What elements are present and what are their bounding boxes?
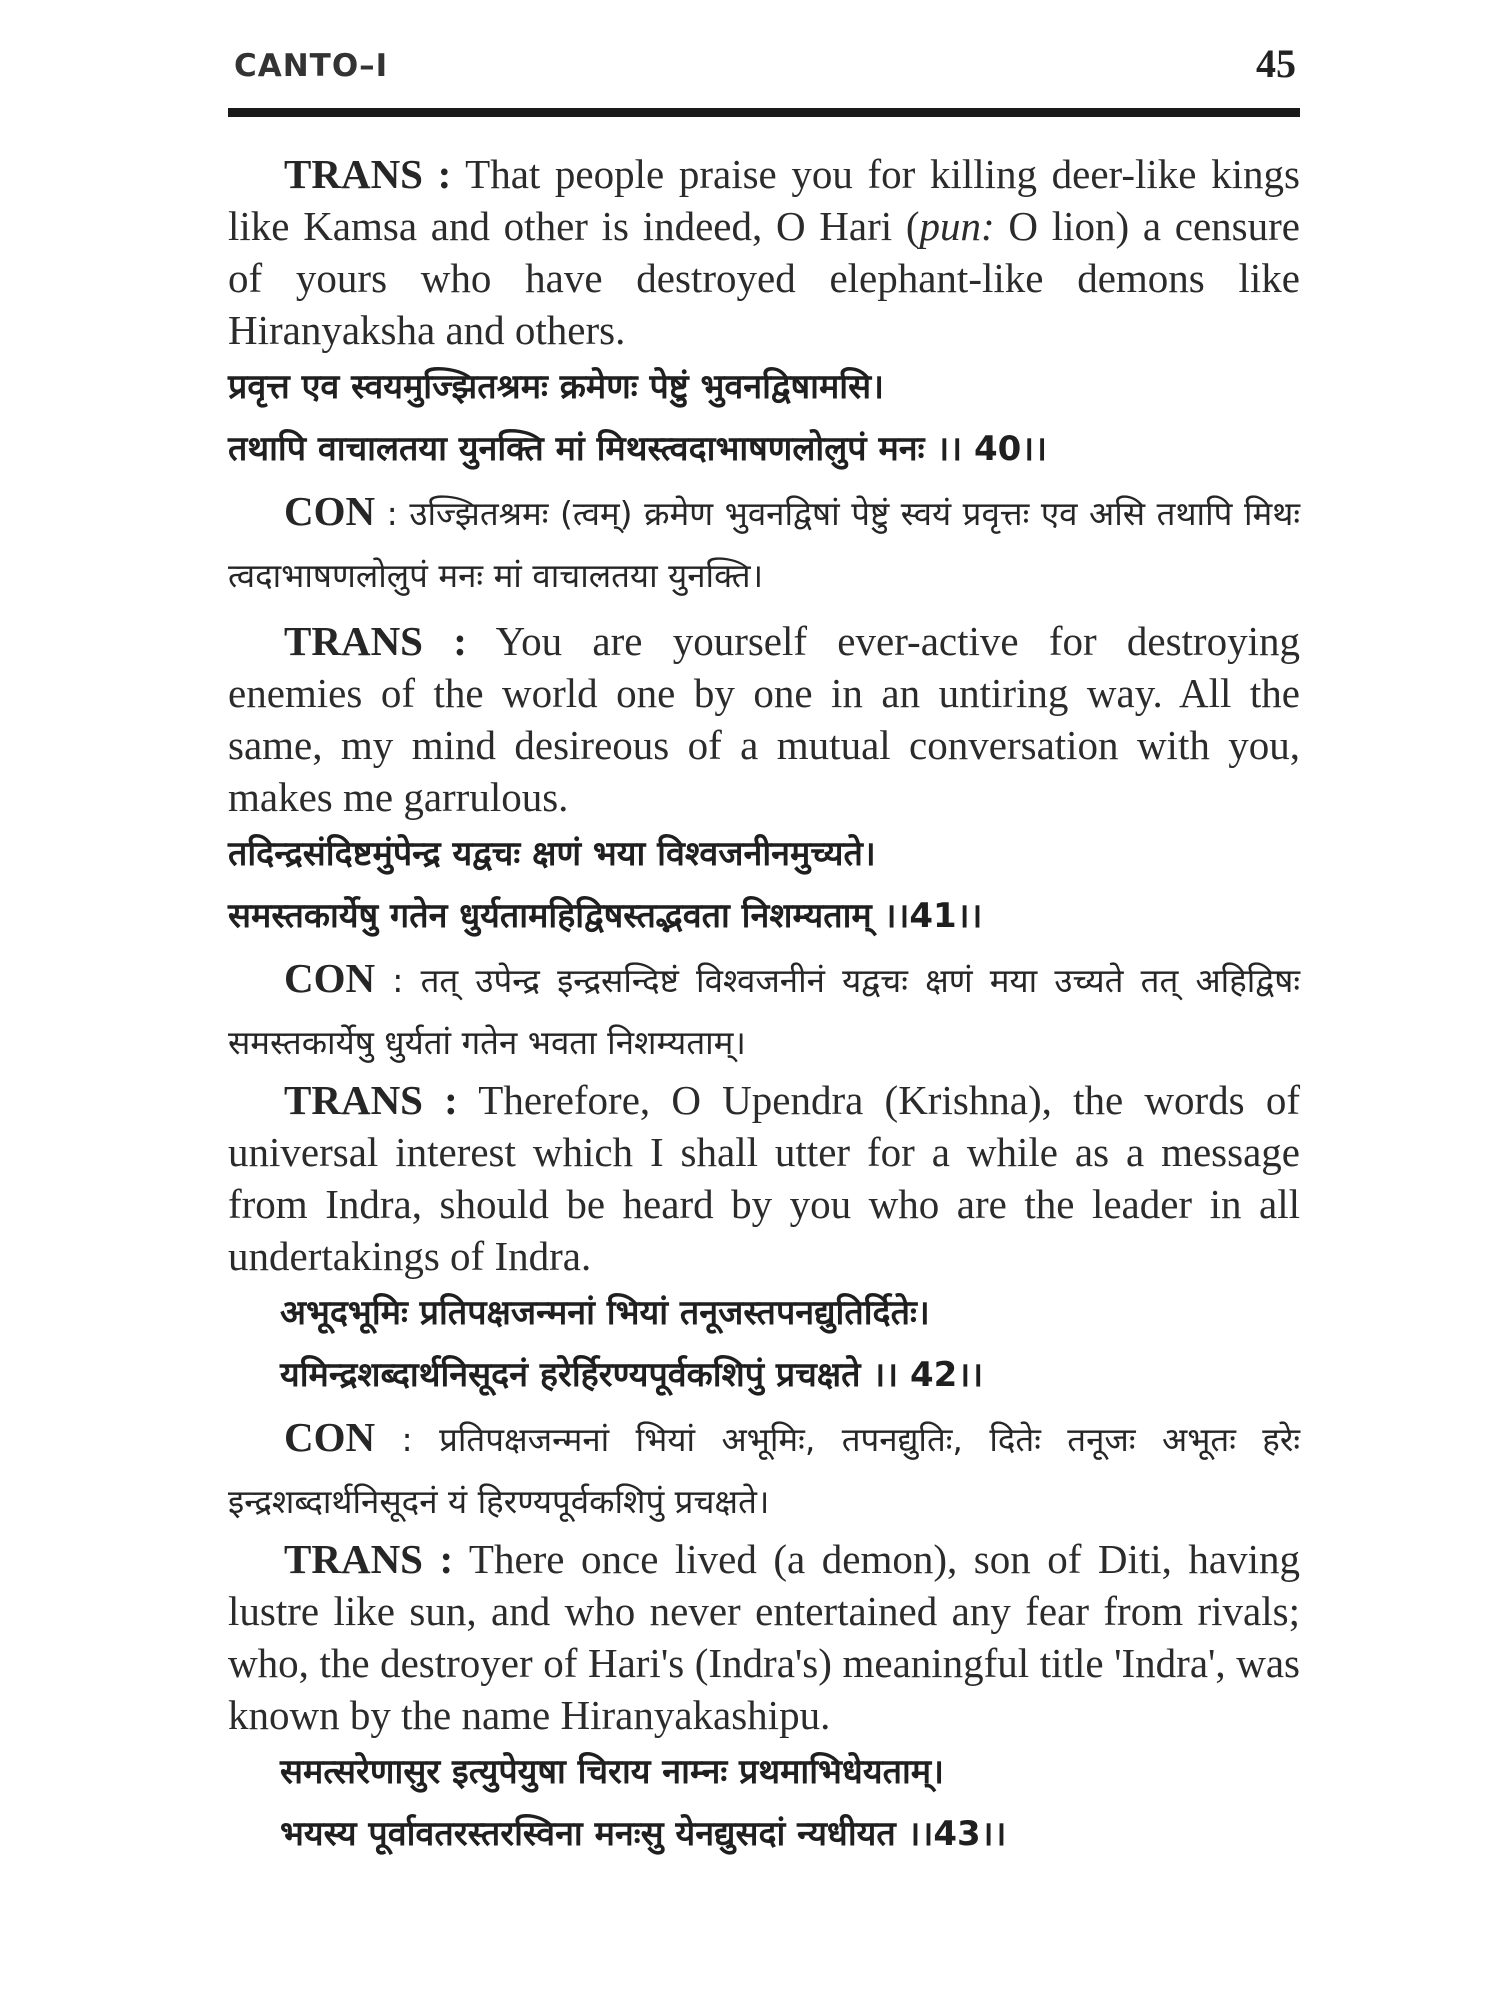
con-label: CON [284, 955, 376, 1001]
verse-40-line-2: तथापि वाचालतया युनक्ति मां मिथस्त्वदाभाषणलोलुपं मनः ।। 40।। [228, 429, 1048, 469]
running-head: CANTO–I [234, 48, 389, 84]
trans-label: TRANS : [284, 1077, 458, 1123]
construction-paragraph: CON : तत् उपेन्द्र इन्द्रसन्दिष्टं विश्वजनीनं यद्वचः क्षणं मया उच्यते तत् अहिद्विषः समस्तकार्येषु धुर्यतां गतेन भवता निशम्यताम्। [228, 955, 1300, 1062]
verse-43-line-2: भयस्य पूर्वावतरस्तरस्विना मनःसु येनद्युसदां न्यधीयत ।।43।। [280, 1814, 1007, 1854]
translation-paragraph: TRANS : You are yourself ever-active for destroying enemies of the world one by one in an untiring way. All the same, my mind desireous of a mutual conversation with you, makes me garrulous. [228, 618, 1300, 820]
verse-40-line-1: प्रवृत्त एव स्वयमुज्झितश्रमः क्रमेणः पेष्टुं भुवनद्विषामसि। [228, 367, 884, 407]
page-header [228, 38, 1300, 94]
construction-paragraph: CON : उज्झितश्रमः (त्वम्) क्रमेण भुवनद्विषां पेष्टुं स्वयं प्रवृत्तः एव असि तथापि मिथः त्वदाभाषणलोलुपं मनः मां वाचालतया युनक्ति। [228, 488, 1300, 595]
book-page [228, 38, 1300, 1854]
verse-43-line-1: समत्सरेणासुर इत्युपेयुषा चिराय नाम्नः प्रथमाभिधेयताम्। [280, 1752, 944, 1792]
construction-paragraph: CON : प्रतिपक्षजन्मनां भियां अभूमिः, तपनद्युतिः, दितेः तनूजः अभूतः हरेः इन्द्रशब्दार्थनिसूदनं यं हिरण्यपूर्वकशिपुं प्रचक्षते। [228, 1414, 1300, 1521]
verse-41-line-1: तदिन्द्रसंदिष्टमुंपेन्द्र यद्वचः क्षणं भया विश्वजनीनमुच्यते। [228, 834, 876, 874]
verse-42-line-2: यमिन्द्रशब्दार्थनिसूदनं हरेर्हिरण्यपूर्वकशिपुं प्रचक्षते ।। 42।। [280, 1355, 984, 1395]
header-rule [228, 108, 1300, 117]
translation-paragraph: TRANS : There once lived (a demon), son of Diti, having lustre like sun, and who never entertained any fear from rivals; who, the destroyer of Hari's (Indra's) meaningful title 'Indra', was known by the name Hiranyakashipu. [228, 1536, 1300, 1738]
trans-label: TRANS : [284, 1536, 454, 1582]
verse-42-line-1: अभूदभूमिः प्रतिपक्षजन्मनां भियां तनूजस्तपनद्युतिर्दितेः। [280, 1293, 930, 1333]
italic-note: pun: [919, 203, 995, 249]
translation-paragraph: TRANS : Therefore, O Upendra (Krishna), the words of universal interest which I shall utter for a while as a message from Indra, should be heard by you who are the leader in all undertakings of Indra. [228, 1077, 1300, 1279]
con-label: CON [284, 488, 376, 534]
page-number: 45 [1256, 41, 1296, 86]
verse-41-line-2: समस्तकार्येषु गतेन धुर्यतामहिद्विषस्तद्भवता निशम्यताम् ।।41।। [228, 896, 983, 936]
trans-label: TRANS : [284, 151, 452, 197]
page-body [228, 148, 1300, 1865]
trans-label: TRANS : [284, 618, 467, 664]
translation-paragraph: TRANS : That people praise you for killing deer-like kings like Kamsa and other is indeed, O Hari (pun: O lion) a censure of yours who have destroyed elephant-like demons like Hiranyaksha and others. [228, 151, 1300, 353]
con-label: CON [284, 1414, 376, 1460]
